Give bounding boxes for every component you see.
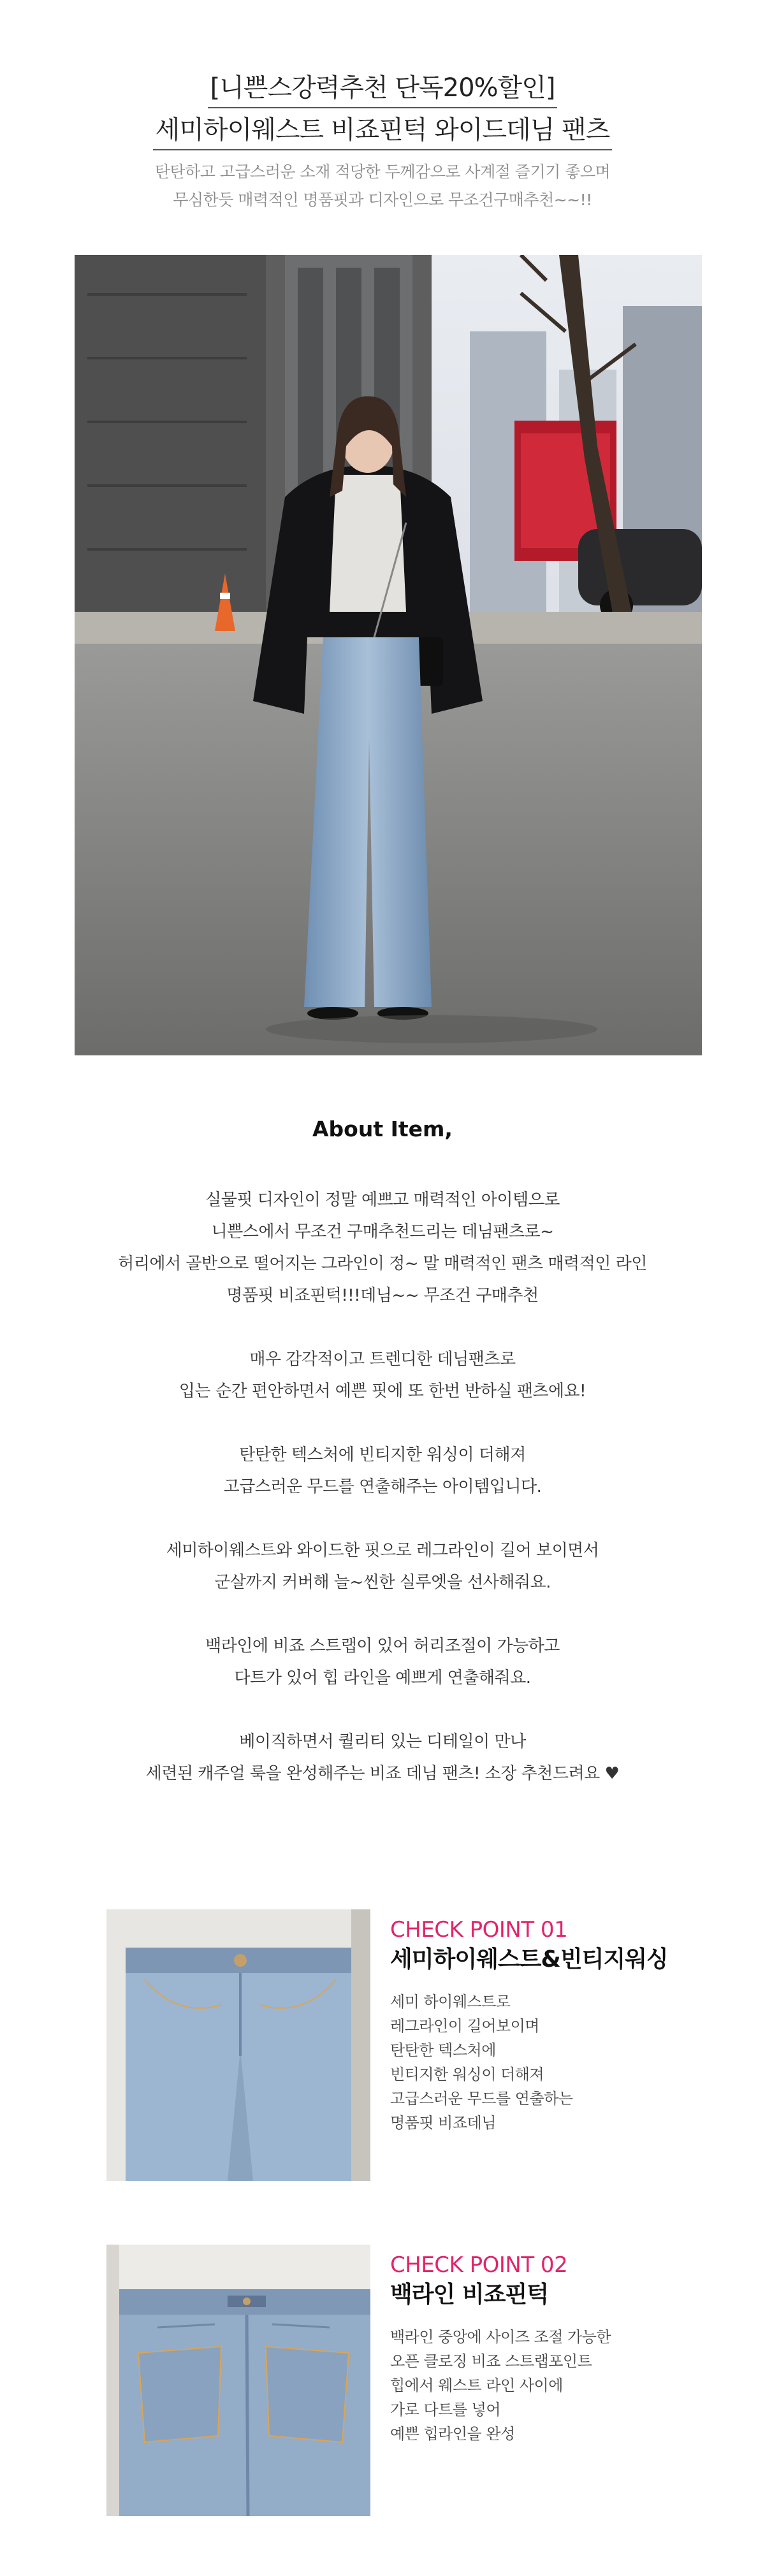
checkpoint-01-photo <box>106 1909 370 2181</box>
checkpoint-line: 오픈 클로징 비죠 스트랩포인트 <box>390 2352 592 2370</box>
about-line: 허리에서 골반으로 떨어지는 그라인이 정~ 말 매력적인 팬츠 매력적인 라인 <box>118 1254 647 1273</box>
about-paragraph-5 <box>0 1630 765 1694</box>
about-line: 실물핏 디자인이 정말 예쁘고 매력적인 아이템으로 <box>205 1190 560 1210</box>
checkpoint-line: 명품핏 비죠데님 <box>390 2114 496 2132</box>
checkpoint-01-title: 세미하이웨스트&빈티지워싱 <box>390 1946 668 1972</box>
about-item-title: About Item, <box>312 1117 453 1141</box>
main-model-photo <box>75 255 702 1055</box>
about-line: 세련된 캐주얼 룩을 완성해주는 비죠 데님 팬츠! 소장 추천드려요 ♥ <box>145 1764 620 1783</box>
front-denim-closeup-illustration <box>106 1909 370 2181</box>
about-line: 매우 감각적이고 트렌디한 데님팬츠로 <box>249 1350 516 1369</box>
product-header <box>0 70 765 214</box>
about-line: 백라인에 비죠 스트랩이 있어 허리조절이 가능하고 <box>205 1637 560 1656</box>
checkpoint-02-title: 백라인 비죠핀턱 <box>390 2282 548 2308</box>
checkpoint-line: 탄탄한 텍스처에 <box>390 2041 496 2059</box>
about-line: 고급스러운 무드를 연출해주는 아이템입니다. <box>223 1477 542 1496</box>
about-paragraph-4 <box>0 1535 765 1598</box>
checkpoint-line: 고급스러운 무드를 연출하는 <box>390 2090 573 2108</box>
product-title-line-1: [니쁜스강력추천 단독20%할인] <box>208 70 558 108</box>
about-line: 니쁜스에서 무조건 구매추천드리는 데님팬츠로~ <box>211 1222 554 1241</box>
about-line: 탄탄한 텍스처에 빈티지한 워싱이 더해져 <box>239 1445 526 1465</box>
checkpoint-02-photo <box>106 2245 370 2516</box>
product-subtitle-line-2: 무심한듯 매력적인 명품핏과 디자인으로 무조건구매추천~~!! <box>173 191 592 209</box>
checkpoint-line: 예쁜 힙라인을 완성 <box>390 2425 515 2443</box>
about-line: 입는 순간 편안하면서 예쁜 핏에 또 한번 반하실 팬츠에요! <box>178 1382 586 1401</box>
checkpoint-line: 백라인 중앙에 사이즈 조절 가능한 <box>390 2328 611 2346</box>
about-line: 세미하이웨스트와 와이드한 핏으로 레그라인이 길어 보이면서 <box>166 1541 599 1560</box>
about-item-section <box>0 1115 765 1821</box>
checkpoint-01-label: CHECK POINT 01 <box>390 1917 568 1943</box>
checkpoint-line: 레그라인이 길어보이며 <box>390 2017 539 2035</box>
about-paragraph-1 <box>0 1184 765 1312</box>
about-line: 명품핏 비죠핀턱!!!데님~~ 무조건 구매추천 <box>226 1286 539 1305</box>
checkpoint-line: 빈티지한 워싱이 더해져 <box>390 2066 544 2083</box>
checkpoint-line: 힙에서 웨스트 라인 사이에 <box>390 2377 563 2394</box>
about-line: 군살까지 커버해 늘~씬한 실루엣을 선사해줘요. <box>214 1573 551 1592</box>
about-line: 베이직하면서 퀄리티 있는 디테일이 만나 <box>239 1732 526 1751</box>
street-photo-illustration <box>75 255 702 1055</box>
about-paragraph-6 <box>0 1726 765 1790</box>
about-paragraph-3 <box>0 1439 765 1503</box>
checkpoint-line: 세미 하이웨스트로 <box>390 1993 511 2011</box>
about-line: 다트가 있어 힙 라인을 예쁘게 연출해줘요. <box>234 1668 531 1688</box>
product-title-line-2: 세미하이웨스트 비죠핀턱 와이드데님 팬츠 <box>153 112 613 150</box>
checkpoint-01-text <box>390 1916 722 2135</box>
checkpoint-02-text <box>390 2251 722 2446</box>
checkpoint-line: 가로 다트를 넣어 <box>390 2401 501 2419</box>
back-denim-closeup-illustration <box>106 2245 370 2516</box>
about-paragraph-2 <box>0 1343 765 1407</box>
product-subtitle-line-1: 탄탄하고 고급스러운 소재 적당한 두께감으로 사계절 즐기기 좋으며 <box>154 163 611 181</box>
checkpoint-02-label: CHECK POINT 02 <box>390 2252 568 2278</box>
